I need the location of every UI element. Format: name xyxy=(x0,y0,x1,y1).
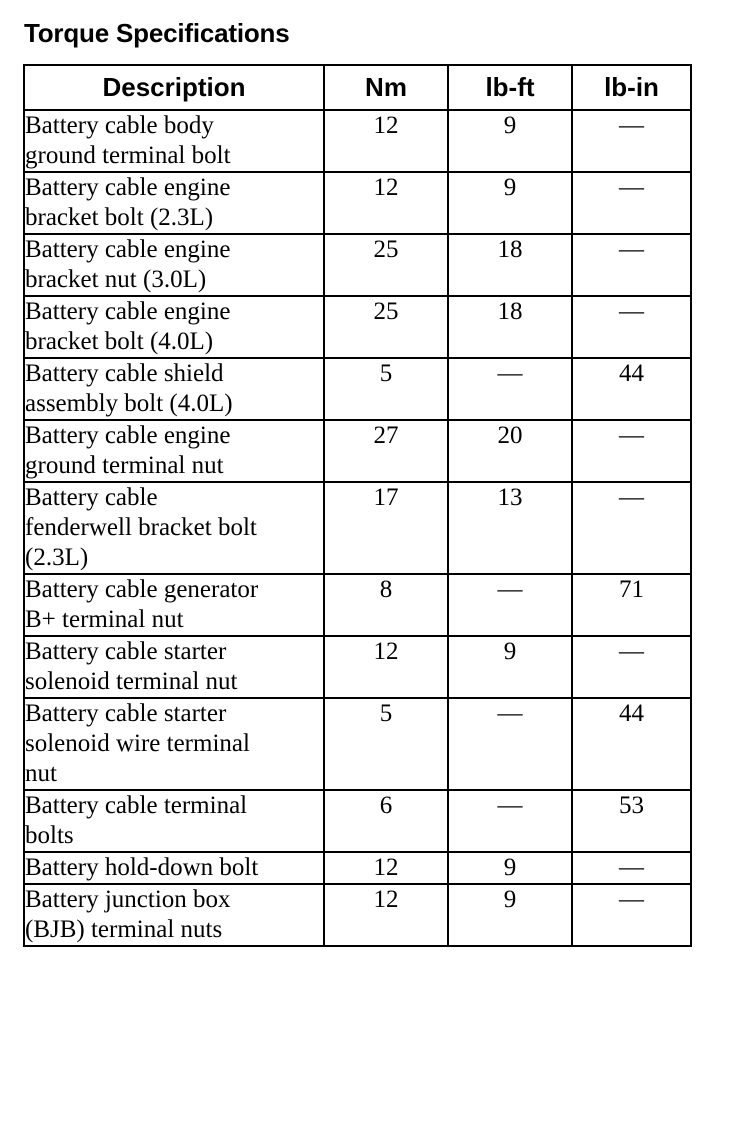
cell-lbft: — xyxy=(448,698,572,790)
table-row xyxy=(24,358,691,420)
cell-lbin: — xyxy=(572,884,691,946)
cell-nm: 6 xyxy=(324,790,448,852)
cell-description: Battery cable terminal bolts xyxy=(24,790,324,852)
cell-description: Battery cable body ground terminal bolt xyxy=(24,110,324,172)
cell-lbin: 71 xyxy=(572,574,691,636)
cell-nm: 5 xyxy=(324,698,448,790)
cell-lbft: — xyxy=(448,358,572,420)
cell-nm: 12 xyxy=(324,110,448,172)
cell-lbft: 9 xyxy=(448,636,572,698)
cell-nm: 12 xyxy=(324,172,448,234)
cell-lbin: 44 xyxy=(572,698,691,790)
cell-description: Battery cable starter solenoid wire terminal nut xyxy=(24,698,324,790)
cell-nm: 8 xyxy=(324,574,448,636)
cell-lbft: 18 xyxy=(448,296,572,358)
cell-lbin: — xyxy=(572,296,691,358)
cell-description: Battery hold-down bolt xyxy=(24,852,324,884)
table-row xyxy=(24,852,691,884)
table-row xyxy=(24,574,691,636)
cell-lbft: 9 xyxy=(448,172,572,234)
cell-lbft: — xyxy=(448,574,572,636)
cell-nm: 12 xyxy=(324,636,448,698)
table-row xyxy=(24,420,691,482)
cell-nm: 5 xyxy=(324,358,448,420)
cell-lbin: 44 xyxy=(572,358,691,420)
table-row xyxy=(24,482,691,574)
table-row xyxy=(24,234,691,296)
cell-lbft: — xyxy=(448,790,572,852)
cell-nm: 17 xyxy=(324,482,448,574)
cell-lbft: 13 xyxy=(448,482,572,574)
cell-nm: 12 xyxy=(324,884,448,946)
cell-nm: 25 xyxy=(324,296,448,358)
table-row xyxy=(24,110,691,172)
cell-lbft: 20 xyxy=(448,420,572,482)
header-row xyxy=(24,65,691,110)
cell-nm: 25 xyxy=(324,234,448,296)
cell-lbin: — xyxy=(572,172,691,234)
cell-description: Battery cable generator B+ terminal nut xyxy=(24,574,324,636)
cell-nm: 27 xyxy=(324,420,448,482)
cell-lbft: 18 xyxy=(448,234,572,296)
table-row xyxy=(24,636,691,698)
table-row xyxy=(24,790,691,852)
table-row xyxy=(24,884,691,946)
cell-lbft: 9 xyxy=(448,884,572,946)
cell-description: Battery junction box (BJB) terminal nuts xyxy=(24,884,324,946)
torque-spec-table xyxy=(23,64,692,947)
page-title: Torque Specifications xyxy=(24,18,290,48)
table-row xyxy=(24,296,691,358)
cell-lbft: 9 xyxy=(448,852,572,884)
cell-lbin: — xyxy=(572,110,691,172)
cell-nm: 12 xyxy=(324,852,448,884)
cell-description: Battery cable starter solenoid terminal nut xyxy=(24,636,324,698)
cell-description: Battery cable engine bracket nut (3.0L) xyxy=(24,234,324,296)
table-body xyxy=(24,110,691,946)
column-header-description: Description xyxy=(24,65,324,110)
cell-description: Battery cable engine bracket bolt (2.3L) xyxy=(24,172,324,234)
table-row xyxy=(24,172,691,234)
cell-description: Battery cable shield assembly bolt (4.0L) xyxy=(24,358,324,420)
cell-lbin: — xyxy=(572,420,691,482)
cell-lbin: — xyxy=(572,636,691,698)
cell-lbft: 9 xyxy=(448,110,572,172)
table-row xyxy=(24,698,691,790)
cell-lbin: — xyxy=(572,852,691,884)
column-header-lbft: lb-ft xyxy=(448,65,572,110)
cell-description: Battery cable engine bracket bolt (4.0L) xyxy=(24,296,324,358)
column-header-lbin: lb-in xyxy=(572,65,691,110)
cell-lbin: — xyxy=(572,234,691,296)
column-header-nm: Nm xyxy=(324,65,448,110)
cell-description: Battery cable engine ground terminal nut xyxy=(24,420,324,482)
cell-lbin: 53 xyxy=(572,790,691,852)
cell-description: Battery cable fenderwell bracket bolt (2.3L) xyxy=(24,482,324,574)
cell-lbin: — xyxy=(572,482,691,574)
